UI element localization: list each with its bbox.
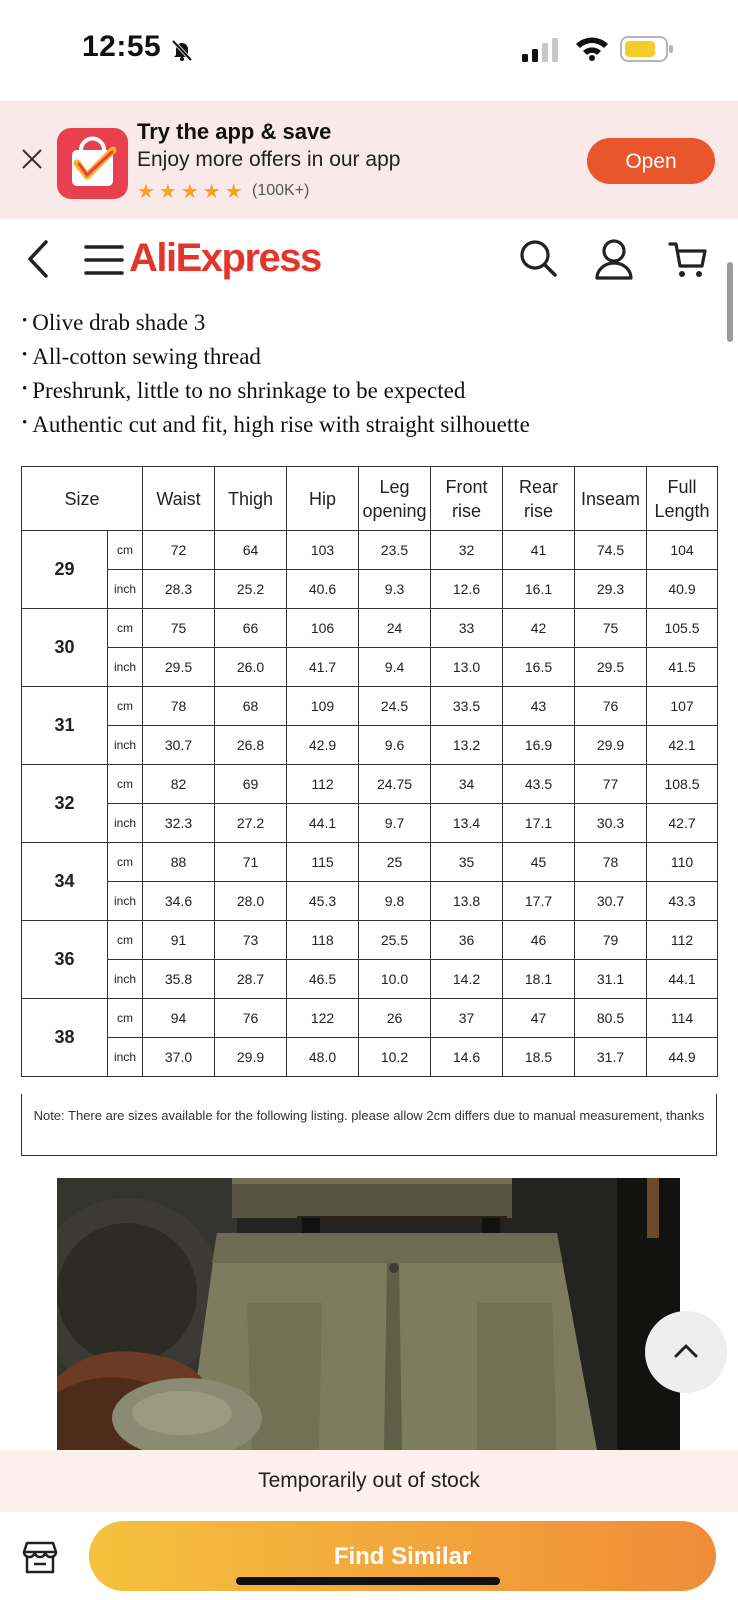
measurement-cell: 24.75 <box>359 765 431 804</box>
measurement-cell: 112 <box>287 765 359 804</box>
header-waist: Waist <box>143 467 215 531</box>
measurement-cell: 78 <box>143 687 215 726</box>
table-row <box>22 570 718 609</box>
feature-bullet: • Olive drab shade 3 <box>22 310 206 335</box>
measurement-cell: 66 <box>215 609 287 648</box>
size-cell: 30 <box>22 609 108 687</box>
stock-status: Temporarily out of stock <box>0 1450 738 1512</box>
measurement-cell: 42.9 <box>287 726 359 765</box>
feature-bullet: • Authentic cut and fit, high rise with straight silhouette <box>22 412 530 437</box>
measurement-cell: 10.2 <box>359 1038 431 1077</box>
measurement-cell: 31.1 <box>575 960 647 999</box>
open-app-button[interactable]: Open <box>587 138 715 184</box>
measurement-cell: 106 <box>287 609 359 648</box>
table-row <box>22 765 718 804</box>
measurement-cell: 26.8 <box>215 726 287 765</box>
measurement-cell: 77 <box>575 765 647 804</box>
measurement-cell: 44.1 <box>287 804 359 843</box>
measurement-cell: 104 <box>647 531 718 570</box>
back-to-top-button[interactable] <box>645 1311 727 1393</box>
measurement-cell: 41 <box>503 531 575 570</box>
rating-count: (100K+) <box>252 182 310 199</box>
measurement-cell: 73 <box>215 921 287 960</box>
size-cell: 31 <box>22 687 108 765</box>
measurement-cell: 17.7 <box>503 882 575 921</box>
measurement-cell: 13.2 <box>431 726 503 765</box>
battery-icon <box>620 36 674 62</box>
measurement-cell: 69 <box>215 765 287 804</box>
measurement-cell: 18.1 <box>503 960 575 999</box>
measurement-cell: 30.7 <box>143 726 215 765</box>
header-thigh: Thigh <box>215 467 287 531</box>
search-icon[interactable] <box>518 238 558 278</box>
header-size: Size <box>22 467 143 531</box>
measurement-cell: 24.5 <box>359 687 431 726</box>
measurement-cell: 26.0 <box>215 648 287 687</box>
measurement-cell: 13.0 <box>431 648 503 687</box>
measurement-cell: 27.2 <box>215 804 287 843</box>
unit-cell: inch <box>108 726 143 765</box>
measurement-cell: 13.4 <box>431 804 503 843</box>
measurement-cell: 33 <box>431 609 503 648</box>
measurement-cell: 112 <box>647 921 718 960</box>
table-row <box>22 726 718 765</box>
store-icon[interactable] <box>22 1539 58 1575</box>
measurement-cell: 28.7 <box>215 960 287 999</box>
unit-cell: inch <box>108 882 143 921</box>
unit-cell: inch <box>108 570 143 609</box>
unit-cell: cm <box>108 687 143 726</box>
size-cell: 29 <box>22 531 108 609</box>
measurement-cell: 45.3 <box>287 882 359 921</box>
measurement-cell: 68 <box>215 687 287 726</box>
chevron-up-icon <box>645 1311 727 1393</box>
status-time: 12:55 <box>82 30 162 63</box>
table-row <box>22 1038 718 1077</box>
header-inseam: Inseam <box>575 467 647 531</box>
header-rear-rise: Rear rise <box>503 467 575 531</box>
measurement-cell: 23.5 <box>359 531 431 570</box>
back-icon[interactable] <box>24 238 54 280</box>
unit-cell: cm <box>108 999 143 1038</box>
measurement-cell: 18.5 <box>503 1038 575 1077</box>
banner-title: Try the app & save <box>137 119 332 144</box>
table-row <box>22 687 718 726</box>
measurement-cell: 9.7 <box>359 804 431 843</box>
feature-bullet: • All-cotton sewing thread <box>22 344 261 369</box>
measurement-cell: 107 <box>647 687 718 726</box>
measurement-cell: 122 <box>287 999 359 1038</box>
rating-stars: ★★★★★ <box>137 181 247 203</box>
measurement-cell: 29.5 <box>575 648 647 687</box>
measurement-cell: 9.3 <box>359 570 431 609</box>
unit-cell: inch <box>108 804 143 843</box>
measurement-cell: 109 <box>287 687 359 726</box>
measurement-cell: 33.5 <box>431 687 503 726</box>
measurement-cell: 16.9 <box>503 726 575 765</box>
account-icon[interactable] <box>594 238 634 280</box>
measurement-cell: 45 <box>503 843 575 882</box>
measurement-cell: 105.5 <box>647 609 718 648</box>
measurement-cell: 74.5 <box>575 531 647 570</box>
measurement-cell: 24 <box>359 609 431 648</box>
table-row <box>22 999 718 1038</box>
measurement-cell: 25.5 <box>359 921 431 960</box>
measurement-cell: 94 <box>143 999 215 1038</box>
measurement-cell: 47 <box>503 999 575 1038</box>
measurement-cell: 30.7 <box>575 882 647 921</box>
table-header-row <box>22 467 718 531</box>
measurement-cell: 29.3 <box>575 570 647 609</box>
measurement-cell: 25 <box>359 843 431 882</box>
measurement-cell: 41.7 <box>287 648 359 687</box>
measurement-cell: 110 <box>647 843 718 882</box>
measurement-cell: 17.1 <box>503 804 575 843</box>
measurement-cell: 82 <box>143 765 215 804</box>
measurement-cell: 79 <box>575 921 647 960</box>
measurement-cell: 31.7 <box>575 1038 647 1077</box>
measurement-cell: 29.5 <box>143 648 215 687</box>
table-row <box>22 609 718 648</box>
measurement-cell: 118 <box>287 921 359 960</box>
measurement-cell: 108.5 <box>647 765 718 804</box>
measurement-cell: 26 <box>359 999 431 1038</box>
header-leg-opening: Leg opening <box>359 467 431 531</box>
measurement-cell: 41.5 <box>647 648 718 687</box>
size-chart-note: Note: There are sizes available for the following listing. please allow 2cm differs due to manual measurement, thanks <box>21 1094 717 1156</box>
unit-cell: cm <box>108 921 143 960</box>
measurement-cell: 43.3 <box>647 882 718 921</box>
measurement-cell: 43 <box>503 687 575 726</box>
measurement-cell: 30.3 <box>575 804 647 843</box>
measurement-cell: 13.8 <box>431 882 503 921</box>
measurement-cell: 9.4 <box>359 648 431 687</box>
measurement-cell: 32.3 <box>143 804 215 843</box>
measurement-cell: 14.6 <box>431 1038 503 1077</box>
measurement-cell: 42.1 <box>647 726 718 765</box>
measurement-cell: 32 <box>431 531 503 570</box>
table-row <box>22 843 718 882</box>
bell-slash-icon <box>170 38 194 62</box>
signal-icon <box>522 38 560 62</box>
unit-cell: cm <box>108 765 143 804</box>
measurement-cell: 91 <box>143 921 215 960</box>
unit-cell: inch <box>108 648 143 687</box>
banner-subtitle: Enjoy more offers in our app <box>137 148 401 171</box>
measurement-cell: 64 <box>215 531 287 570</box>
size-cell: 38 <box>22 999 108 1077</box>
measurement-cell: 88 <box>143 843 215 882</box>
menu-icon[interactable] <box>84 240 124 280</box>
header-front-rise: Front rise <box>431 467 503 531</box>
measurement-cell: 35 <box>431 843 503 882</box>
home-indicator <box>236 1577 500 1585</box>
measurement-cell: 37 <box>431 999 503 1038</box>
measurement-cell: 34 <box>431 765 503 804</box>
table-row <box>22 531 718 570</box>
aliexpress-logo[interactable]: AliExpress <box>129 236 321 280</box>
measurement-cell: 42 <box>503 609 575 648</box>
measurement-cell: 80.5 <box>575 999 647 1038</box>
measurement-cell: 40.9 <box>647 570 718 609</box>
table-row <box>22 882 718 921</box>
measurement-cell: 28.3 <box>143 570 215 609</box>
unit-cell: inch <box>108 960 143 999</box>
measurement-cell: 36 <box>431 921 503 960</box>
measurement-cell: 114 <box>647 999 718 1038</box>
measurement-cell: 34.6 <box>143 882 215 921</box>
measurement-cell: 115 <box>287 843 359 882</box>
measurement-cell: 16.1 <box>503 570 575 609</box>
measurement-cell: 29.9 <box>575 726 647 765</box>
measurement-cell: 103 <box>287 531 359 570</box>
measurement-cell: 37.0 <box>143 1038 215 1077</box>
unit-cell: cm <box>108 843 143 882</box>
close-icon[interactable] <box>18 145 46 173</box>
measurement-cell: 46.5 <box>287 960 359 999</box>
feature-bullet: • Preshrunk, little to no shrinkage to be expected <box>22 378 466 403</box>
measurement-cell: 9.8 <box>359 882 431 921</box>
cart-icon[interactable] <box>668 240 708 280</box>
size-chart-table <box>21 466 718 1077</box>
measurement-cell: 25.2 <box>215 570 287 609</box>
measurement-cell: 28.0 <box>215 882 287 921</box>
measurement-cell: 14.2 <box>431 960 503 999</box>
size-cell: 34 <box>22 843 108 921</box>
measurement-cell: 71 <box>215 843 287 882</box>
unit-cell: cm <box>108 531 143 570</box>
unit-cell: cm <box>108 609 143 648</box>
measurement-cell: 44.1 <box>647 960 718 999</box>
measurement-cell: 29.9 <box>215 1038 287 1077</box>
measurement-cell: 75 <box>143 609 215 648</box>
measurement-cell: 40.6 <box>287 570 359 609</box>
measurement-cell: 78 <box>575 843 647 882</box>
unit-cell: inch <box>108 1038 143 1077</box>
measurement-cell: 16.5 <box>503 648 575 687</box>
measurement-cell: 44.9 <box>647 1038 718 1077</box>
measurement-cell: 42.7 <box>647 804 718 843</box>
measurement-cell: 9.6 <box>359 726 431 765</box>
header-hip: Hip <box>287 467 359 531</box>
size-cell: 36 <box>22 921 108 999</box>
measurement-cell: 46 <box>503 921 575 960</box>
table-row <box>22 921 718 960</box>
size-cell: 32 <box>22 765 108 843</box>
table-row <box>22 960 718 999</box>
wifi-icon <box>575 35 609 61</box>
measurement-cell: 48.0 <box>287 1038 359 1077</box>
measurement-cell: 12.6 <box>431 570 503 609</box>
header-full-length: Full Length <box>647 467 718 531</box>
table-row <box>22 804 718 843</box>
app-logo-icon <box>57 128 128 199</box>
table-row <box>22 648 718 687</box>
measurement-cell: 75 <box>575 609 647 648</box>
find-similar-button[interactable]: Find Similar <box>89 1521 716 1591</box>
measurement-cell: 35.8 <box>143 960 215 999</box>
scrollbar[interactable] <box>727 262 733 342</box>
measurement-cell: 43.5 <box>503 765 575 804</box>
measurement-cell: 72 <box>143 531 215 570</box>
product-image[interactable] <box>57 1178 680 1450</box>
measurement-cell: 76 <box>215 999 287 1038</box>
measurement-cell: 10.0 <box>359 960 431 999</box>
measurement-cell: 76 <box>575 687 647 726</box>
